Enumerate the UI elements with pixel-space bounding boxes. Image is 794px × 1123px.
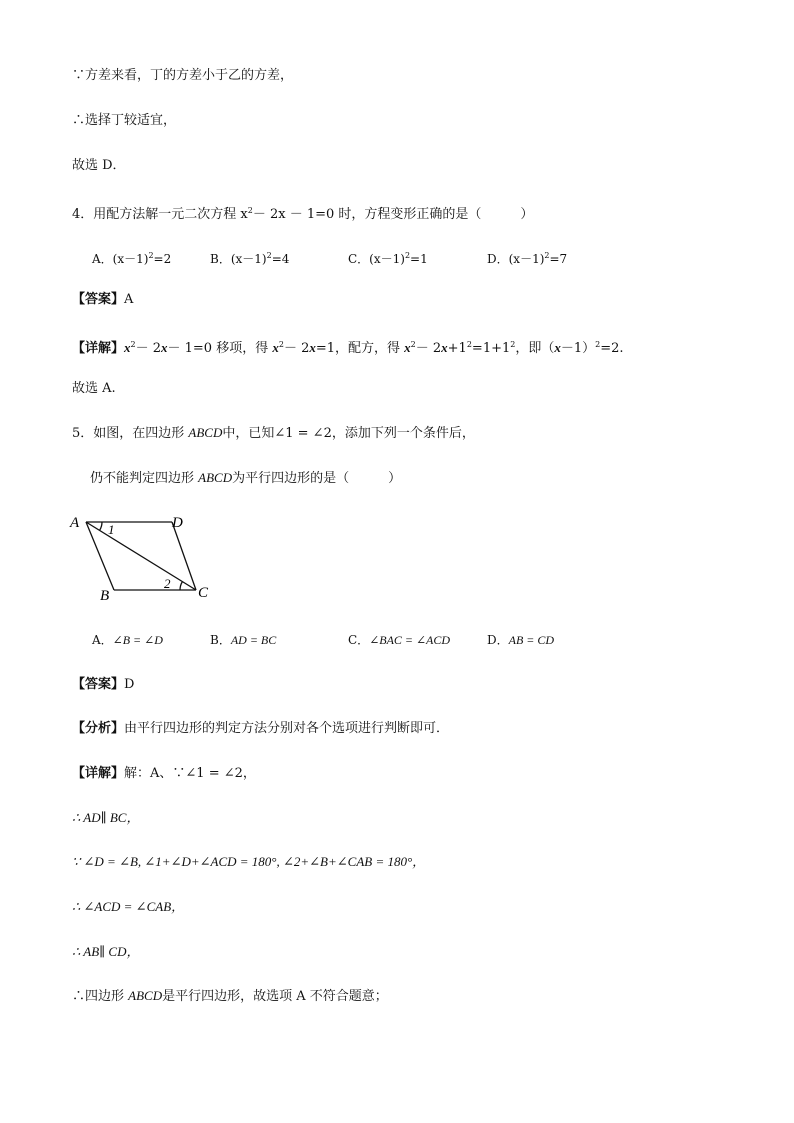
q5-answer: 【答案】D xyxy=(72,677,135,692)
q5-stem-2: 仍不能判定四边形 ABCD为平行四边形的是（ ） xyxy=(90,470,402,486)
q5-step-3: ∴ ∠ACD = ∠CAB， xyxy=(72,899,185,914)
q5-option-d: D．AB = CD xyxy=(487,633,555,647)
edge-dc xyxy=(172,522,196,590)
vertex-d-label: D xyxy=(172,515,183,531)
diagonal-ac xyxy=(86,522,196,590)
q5-step-2: ∵ ∠D = ∠B, ∠1+∠D+∠ACD = 180°, ∠2+∠B+∠CAB = 180°， xyxy=(72,854,426,869)
q5-step-5: ∴四边形 ABCD是平行四边形，故选项 A 不符合题意； xyxy=(72,988,388,1004)
vertex-b-label: B xyxy=(100,588,110,604)
q5-option-b: B．AD = BC xyxy=(210,633,277,647)
q4-option-a: A．$(x-1)^2=2$ xyxy=(92,251,172,266)
angle-1-label: 1 xyxy=(108,522,115,537)
vertex-c-label: C xyxy=(198,585,209,601)
angle-2-arc xyxy=(180,582,182,590)
angle-1-arc xyxy=(100,522,102,530)
prev-line-1: ∵方差来看，丁的方差小于乙的方差， xyxy=(72,68,294,83)
prev-line-3: 故选 D． xyxy=(72,158,126,173)
prev-line-2: ∴选择丁较适宜， xyxy=(72,113,177,128)
q4-answer: 【答案】A xyxy=(72,292,134,307)
q5-detail-intro: 【详解】解：A、∵∠1 = ∠2， xyxy=(72,766,256,781)
q4-detail: 【详解】$x^2- 2x- 1=0$ 移项，得 $x^2- 2x=1$，配方，得 $x^2- 2x+1^2=1+1^2$，即$(x-1)^2=2$. xyxy=(72,340,624,356)
q4-option-d: D．$(x-1)^2=7$ xyxy=(487,251,568,266)
q5-option-c: C．∠BAC = ∠ACD xyxy=(348,633,451,647)
q5-analysis: 【分析】由平行四边形的判定方法分别对各个选项进行判断即可． xyxy=(72,721,450,736)
q4-option-b: B．$(x-1)^2=4$ xyxy=(210,251,290,266)
q4-stem: 4．用配方法解一元二次方程 $x^2- 2x - 1=0$ 时，方程变形正确的是（ ） xyxy=(72,206,534,222)
vertex-a-label: A xyxy=(70,515,80,531)
q4-conclusion: 故选 A. xyxy=(72,381,116,396)
parallelogram-figure xyxy=(66,508,226,608)
q4-option-c: C．$(x-1)^2=1$ xyxy=(348,251,428,266)
q5-option-a: A．∠B = ∠D xyxy=(92,633,163,647)
q5-step-4: ∴ AB∥ CD， xyxy=(72,944,140,959)
q5-step-1: ∴ AD∥ BC， xyxy=(72,810,140,825)
q5-stem-1: 5．如图，在四边形 ABCD中，已知∠1 = ∠2，添加下列一个条件后， xyxy=(72,425,475,441)
angle-2-label: 2 xyxy=(164,576,171,591)
